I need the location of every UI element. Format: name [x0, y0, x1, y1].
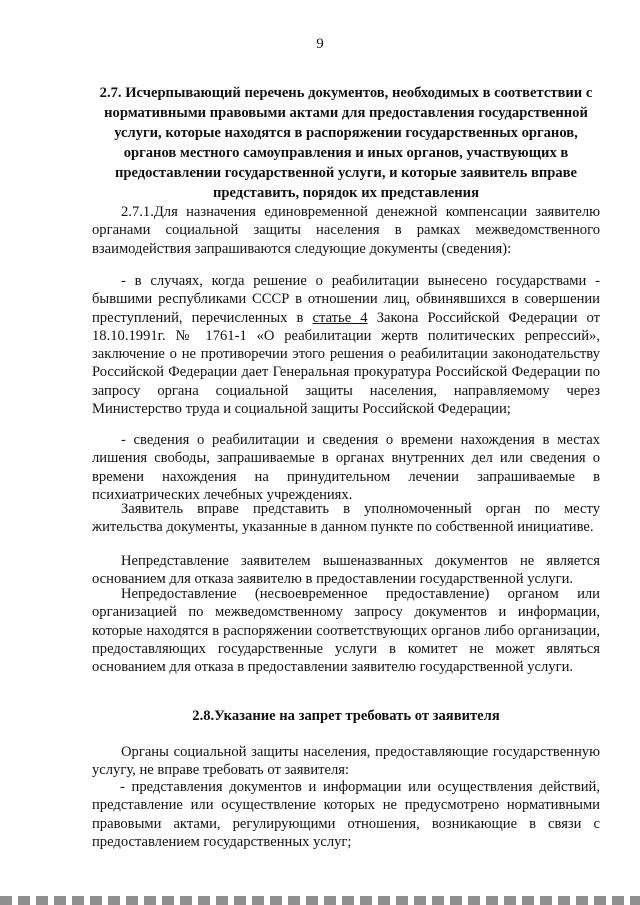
prohibition-item-paragraph: - представления документов и информации или осуществления действий, представление или осуществление которых не предусмотрено нормативными правовыми актами, регулирующими отношения, возникающие в связи с предоставлением государственных услуг; — [92, 779, 600, 850]
scan-edge-artifact — [0, 896, 640, 905]
article-4-link[interactable]: статье 4 — [312, 309, 368, 326]
non-submission-paragraph: Непредставление заявителем вышеназванных документов не является основанием для отказа заявителю в предоставлении государственной услуги. — [92, 553, 600, 588]
prohibition-intro-paragraph: Органы социальной защиты населения, предоставляющие государственную услугу, не вправе требовать от заявителя: — [92, 744, 600, 779]
rehabilitation-info-paragraph: - сведения о реабилитации и сведения о времени нахождения в местах лишения свободы, запрашиваемые в органах внутренних дел или сведения о времени нахождения на принудительном лечении запрашиваемые в психиатрических лечебных учреждениях. — [92, 432, 600, 503]
non-provision-paragraph: Непредоставление (несвоевременное предоставление) органом или организацией по межведомственному запросу документов и информации, которые находятся в распоряжении соответствующих органов либо организации, предоставляющих государственные услуги в комитет не может являться основанием для отказа в предоставлении заявителю государственной услуги. — [92, 586, 600, 676]
section-2-7-heading: 2.7. Исчерпывающий перечень документов, необходимых в соответствии с нормативными правовыми актами для предоставления государственной услуги, которые находятся в распоряжении государственных органов, органов местного самоуправления и иных органов, участвующих в предоставлении государственной услуги, и которые заявитель вправе представить, порядок их представления — [99, 85, 593, 201]
paragraph-text-end: Закона Российской Федерации от 18.10.1991г. № 1761-1 «О реабилитации жертв политических репрессий», заключение о не противоречии этого решения о реабилитации законодательству Российской Федерации дает Генеральная прокуратура Российской Федерации по запросу органа социальной защиты населения, направляемому через Министерство труда и социальной защиты Российской Федерации; — [92, 309, 601, 418]
section-2-8-heading: 2.8.Указание на запрет требовать от заявителя — [192, 708, 500, 724]
page-number: 9 — [316, 36, 324, 52]
section-2-7-1-paragraph: 2.7.1.Для назначения единовременной денежной компенсации заявителю органами социальной защиты населения в рамках межведомственного взаимодействия запрашиваются следующие документы (сведения): — [92, 204, 600, 257]
rehabilitation-abroad-paragraph — [92, 272, 600, 418]
applicant-right-paragraph: Заявитель вправе представить в уполномоченный орган по месту жительства документы, указанные в данном пункте по собственной инициативе. — [92, 501, 600, 536]
paragraph-text-start: - в случаях, когда решение о реабилитации вынесено государствами - бывшими республиками СССР в отношении лиц, обвинявшихся в совершении преступлений, перечисленных в — [92, 273, 600, 326]
